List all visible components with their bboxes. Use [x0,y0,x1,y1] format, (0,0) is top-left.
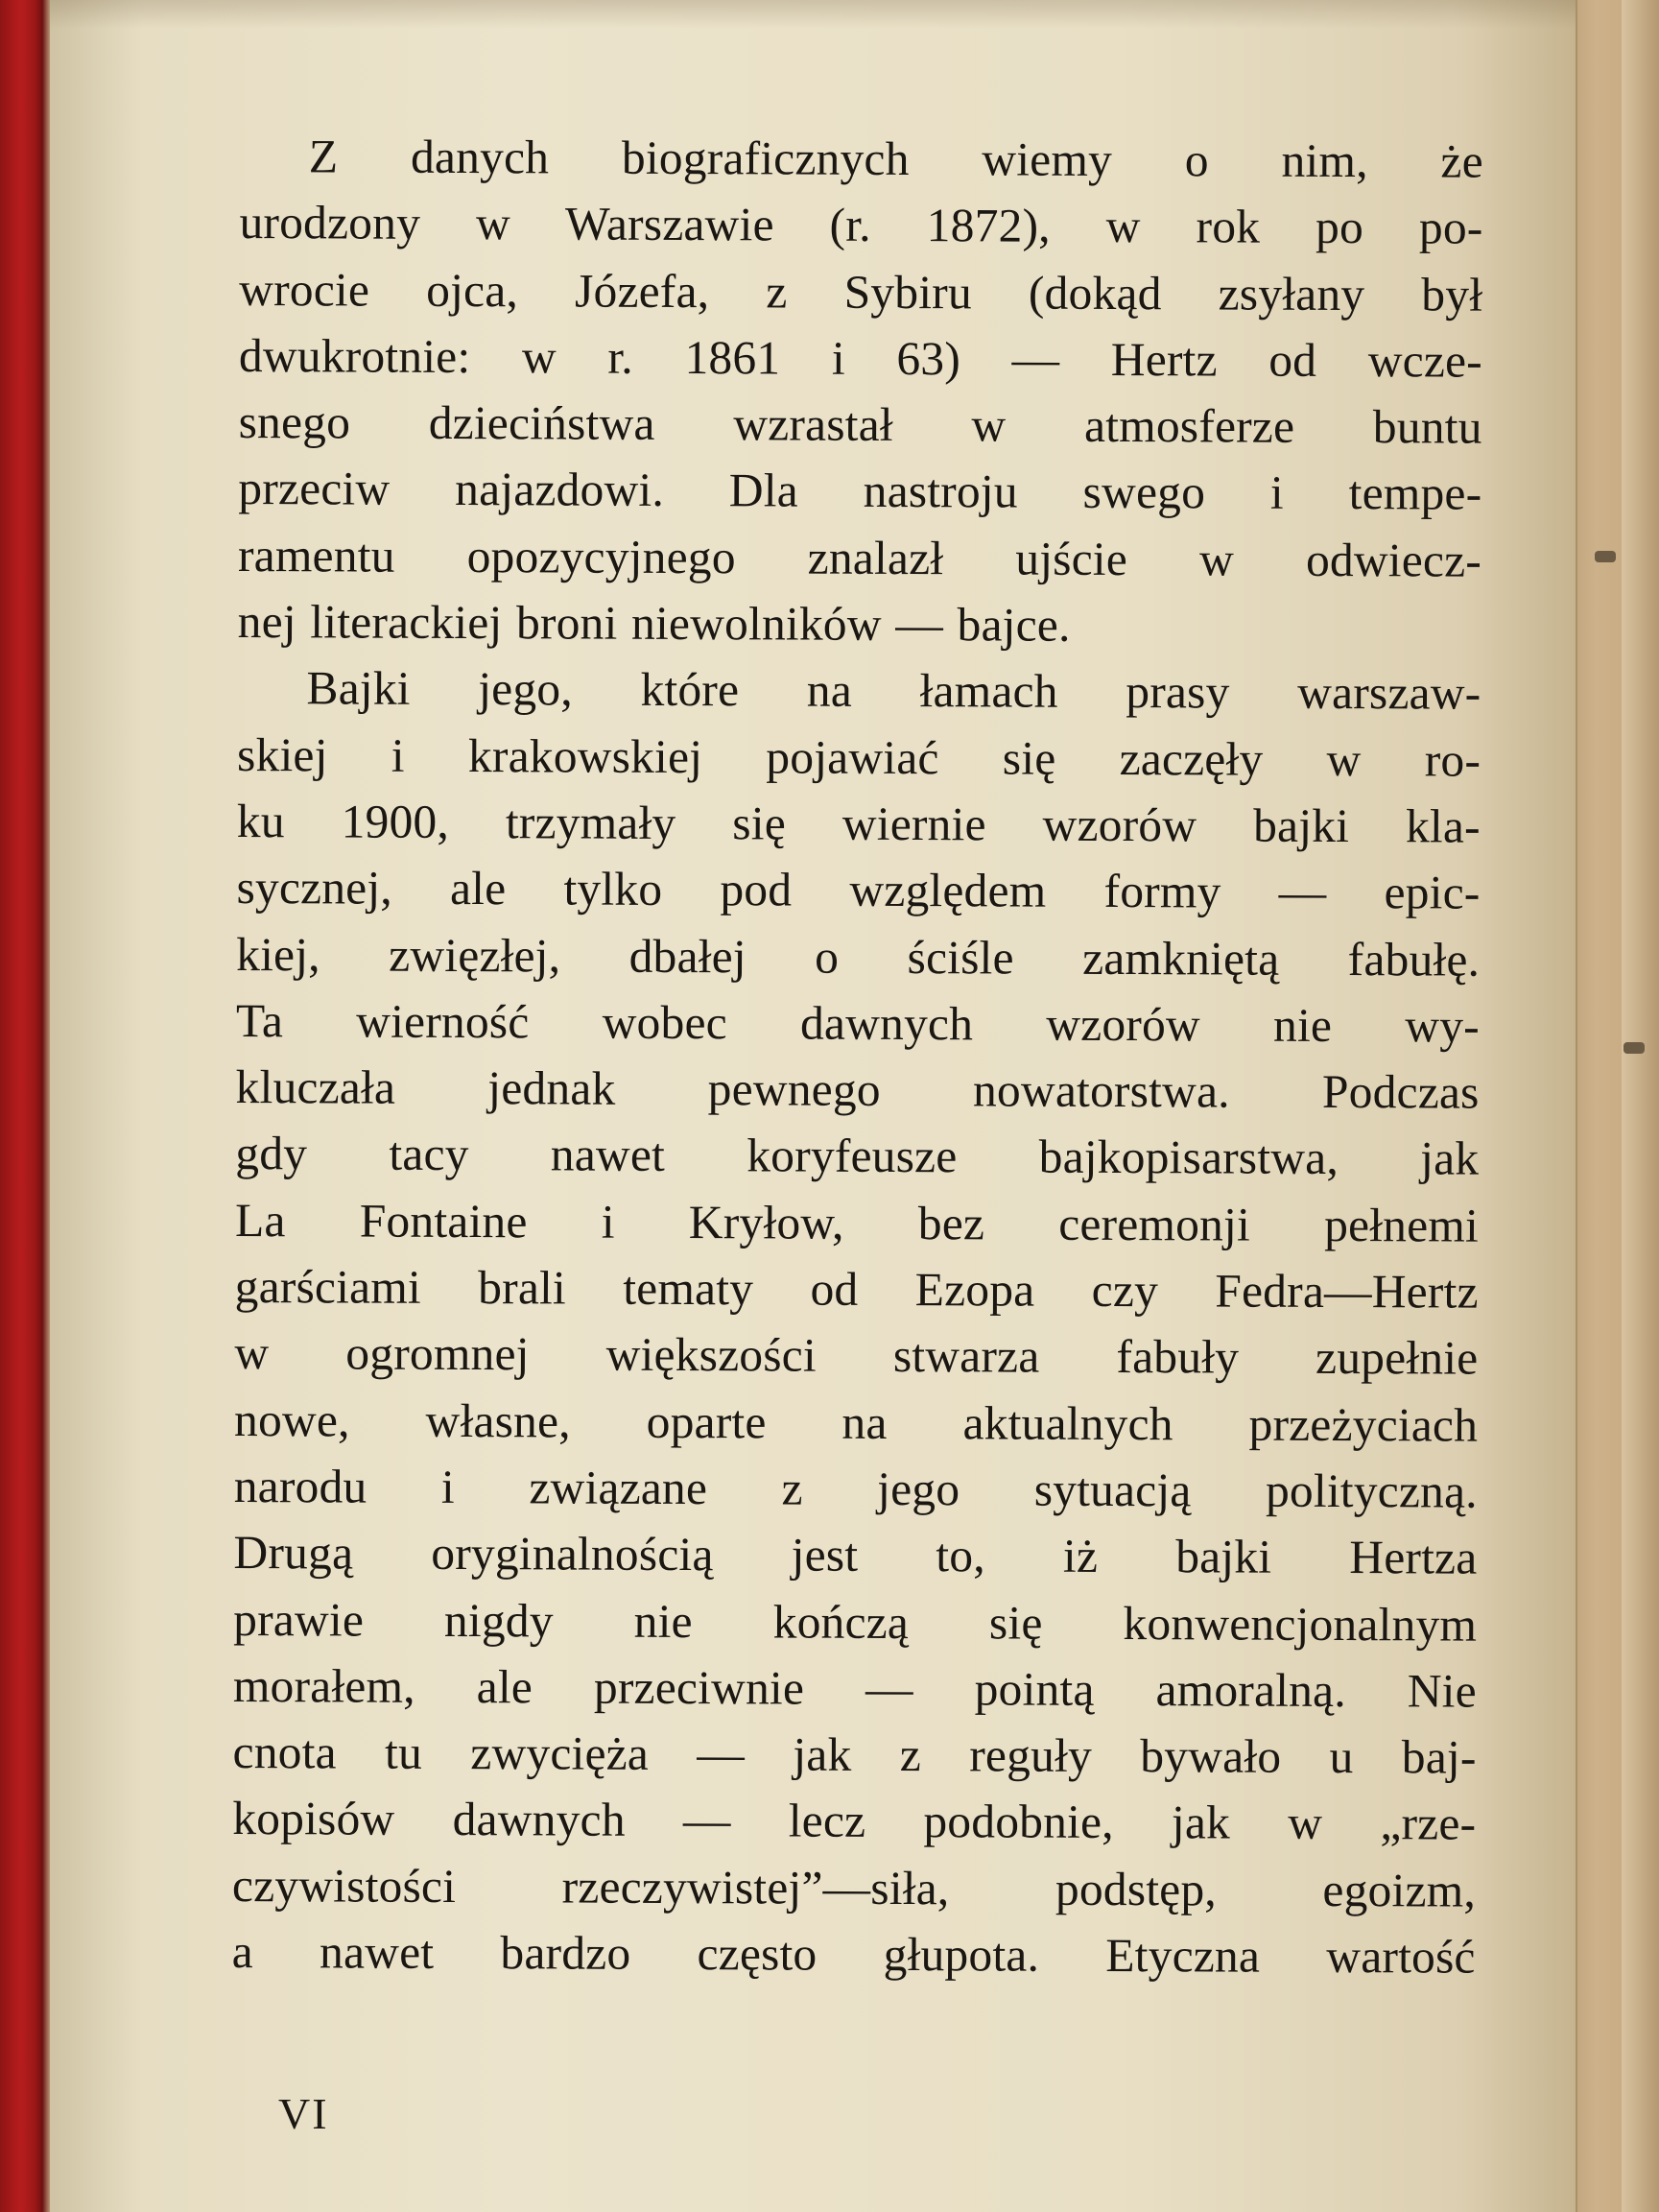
text-line: La Fontaine i Kryłow, bez ceremonji pełnemi [234,1193,1480,1252]
text-line: przeciw najazdowi. Dla nastroju swego i tempe- [238,462,1482,521]
binding-thread [1623,1042,1645,1054]
text-line: gdy tacy nawet koryfeusze bajkopisarstwa, jak [235,1127,1480,1186]
text-line: Ta wierność wobec dawnych wzorów nie wy- [235,993,1481,1053]
text-line: kiej, zwięzłej, dbałej o ściśle zamkniętą fabułę. [236,927,1481,987]
text-line: nej literackiej broni niewolników — bajce. [237,595,1071,652]
text-line: garściami brali tematy od Ezopa czy Fedra—Hertz [234,1260,1479,1319]
text-line: skiej i krakowskiej pojawiać się zaczęły w ro- [237,727,1481,787]
text-line: Z danych biograficznych wiemy o nim, że [308,130,1483,188]
page-number: VI [278,2089,329,2138]
text-line: snego dzieciństwa wzrastał w atmosferze buntu [238,395,1482,454]
text-line: morałem, ale przeciwnie — pointą amoralną. Nie [232,1658,1478,1718]
page-shadow [50,0,1576,29]
body-text [232,123,1483,1990]
text-line: kluczała jednak pewnego nowatorstwa. Podczas [235,1060,1480,1119]
text-line: cnota tu zwycięża — jak z reguły bywało u baj- [232,1725,1477,1784]
text-line: a nawet bardzo często głupota. Etyczna wartość [231,1924,1476,1984]
text-line: ku 1900, trzymały się wiernie wzorów bajki kla- [236,794,1481,853]
text-line: narodu i związane z jego sytuacją polityczną. [233,1459,1478,1518]
text-line: Bajki jego, które na łamach prasy warszaw- [306,661,1481,721]
text-line: nowe, własne, oparte na aktualnych przeżyciach [233,1392,1479,1452]
text-line: czywistości rzeczywistej”—siła, podstęp, egoizm, [231,1858,1477,1917]
binding-thread [1595,551,1616,562]
text-line: Drugą oryginalnością jest to, iż bajki Hertza [233,1526,1478,1584]
text-line: kopisów dawnych — lecz podobnie, jak w „rze- [232,1792,1477,1851]
text-line: dwukrotnie: w r. 1861 i 63) — Hertz od wcze- [238,328,1483,388]
text-line: prawie nigdy nie kończą się konwencjonalnym [233,1592,1478,1652]
book-cover-binding [0,0,46,2212]
text-line: sycznej, ale tylko pod względem formy — epic- [236,861,1481,919]
adjacent-page-edge [1622,0,1659,2212]
text-line: wrocie ojca, Józefa, z Sybiru (dokąd zsyłany był [239,262,1483,321]
text-line: urodzony w Warszawie (r. 1872), w rok po po- [239,196,1483,254]
text-line: ramentu opozycyjnego znalazł ujście w odwiecz- [237,528,1482,587]
text-line: w ogromnej większości stwarza fabuły zupełnie [234,1326,1479,1385]
